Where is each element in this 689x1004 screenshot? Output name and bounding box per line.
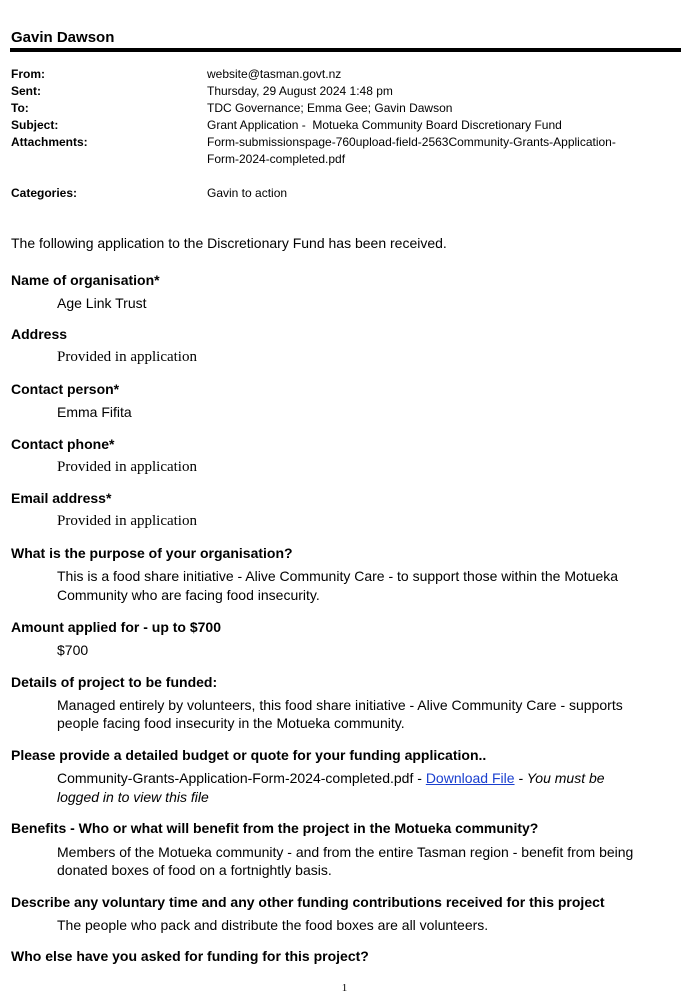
answer-contact-phone: Provided in application xyxy=(57,459,197,475)
download-file-link[interactable]: Download File xyxy=(425,770,515,786)
answer-purpose-line1: This is a food share initiative - Alive Community Care - to support those within the Motueka xyxy=(57,568,619,584)
answer-address: Provided in application xyxy=(57,349,197,365)
question-other-funding: Who else have you asked for funding for this project? xyxy=(11,948,369,964)
page-number: 1 xyxy=(341,982,348,994)
subject-label: Subject: xyxy=(11,118,59,132)
categories-label: Categories: xyxy=(11,186,78,200)
answer-details-line2: people facing food insecurity in the Motueka community. xyxy=(57,715,405,731)
question-email: Email address* xyxy=(11,490,112,506)
answer-email: Provided in application xyxy=(57,513,197,529)
attachment-filename-line2[interactable]: Form-2024-completed.pdf xyxy=(207,152,346,166)
owner-divider xyxy=(10,48,681,52)
answer-amount: $700 xyxy=(57,642,89,658)
answer-budget-line2: logged in to view this file xyxy=(57,789,209,805)
answer-organisation: Age Link Trust xyxy=(57,295,147,311)
subject-value: Grant Application - Motueka Community Board Discretionary Fund xyxy=(207,118,562,132)
attachment-filename-line1[interactable]: Form-submissionspage-760upload-field-2563Community-Grants-Application- xyxy=(207,135,616,149)
answer-budget-line1 xyxy=(57,769,677,787)
answer-details-line1: Managed entirely by volunteers, this food share initiative - Alive Community Care - supports xyxy=(57,697,623,713)
question-address: Address xyxy=(11,326,68,342)
intro-text: The following application to the Discretionary Fund has been received. xyxy=(11,235,447,251)
question-organisation: Name of organisation* xyxy=(11,272,160,288)
question-benefits: Benefits - Who or what will benefit from the project in the Motueka community? xyxy=(11,820,539,836)
question-contact-phone: Contact phone* xyxy=(11,436,115,452)
to-label: To: xyxy=(11,101,29,115)
mailbox-owner: Gavin Dawson xyxy=(11,29,115,46)
sent-value: Thursday, 29 August 2024 1:48 pm xyxy=(207,84,393,98)
budget-filename: Community-Grants-Application-Form-2024-completed.pdf - xyxy=(57,770,426,786)
to-value: TDC Governance; Emma Gee; Gavin Dawson xyxy=(207,101,453,115)
question-purpose: What is the purpose of your organisation? xyxy=(11,545,293,561)
question-details: Details of project to be funded: xyxy=(11,674,218,690)
answer-benefits-line2: donated boxes of food on a fortnightly basis. xyxy=(57,862,332,878)
categories-value: Gavin to action xyxy=(207,186,288,200)
from-value: website@tasman.govt.nz xyxy=(207,67,342,81)
attachments-label: Attachments: xyxy=(11,135,88,149)
answer-purpose-line2: Community who are facing food insecurity. xyxy=(57,587,320,603)
question-amount: Amount applied for - up to $700 xyxy=(11,619,222,635)
budget-note: - You must be xyxy=(514,770,605,786)
answer-contact-person: Emma Fifita xyxy=(57,404,132,420)
question-contact-person: Contact person* xyxy=(11,381,120,397)
sent-label: Sent: xyxy=(11,84,41,98)
question-voluntary: Describe any voluntary time and any other funding contributions received for this project xyxy=(11,894,605,910)
question-budget: Please provide a detailed budget or quote for your funding application.. xyxy=(11,747,487,763)
from-label: From: xyxy=(11,67,45,81)
answer-benefits-line1: Members of the Motueka community - and from the entire Tasman region - benefit from being xyxy=(57,844,634,860)
answer-voluntary: The people who pack and distribute the food boxes are all volunteers. xyxy=(57,917,489,933)
